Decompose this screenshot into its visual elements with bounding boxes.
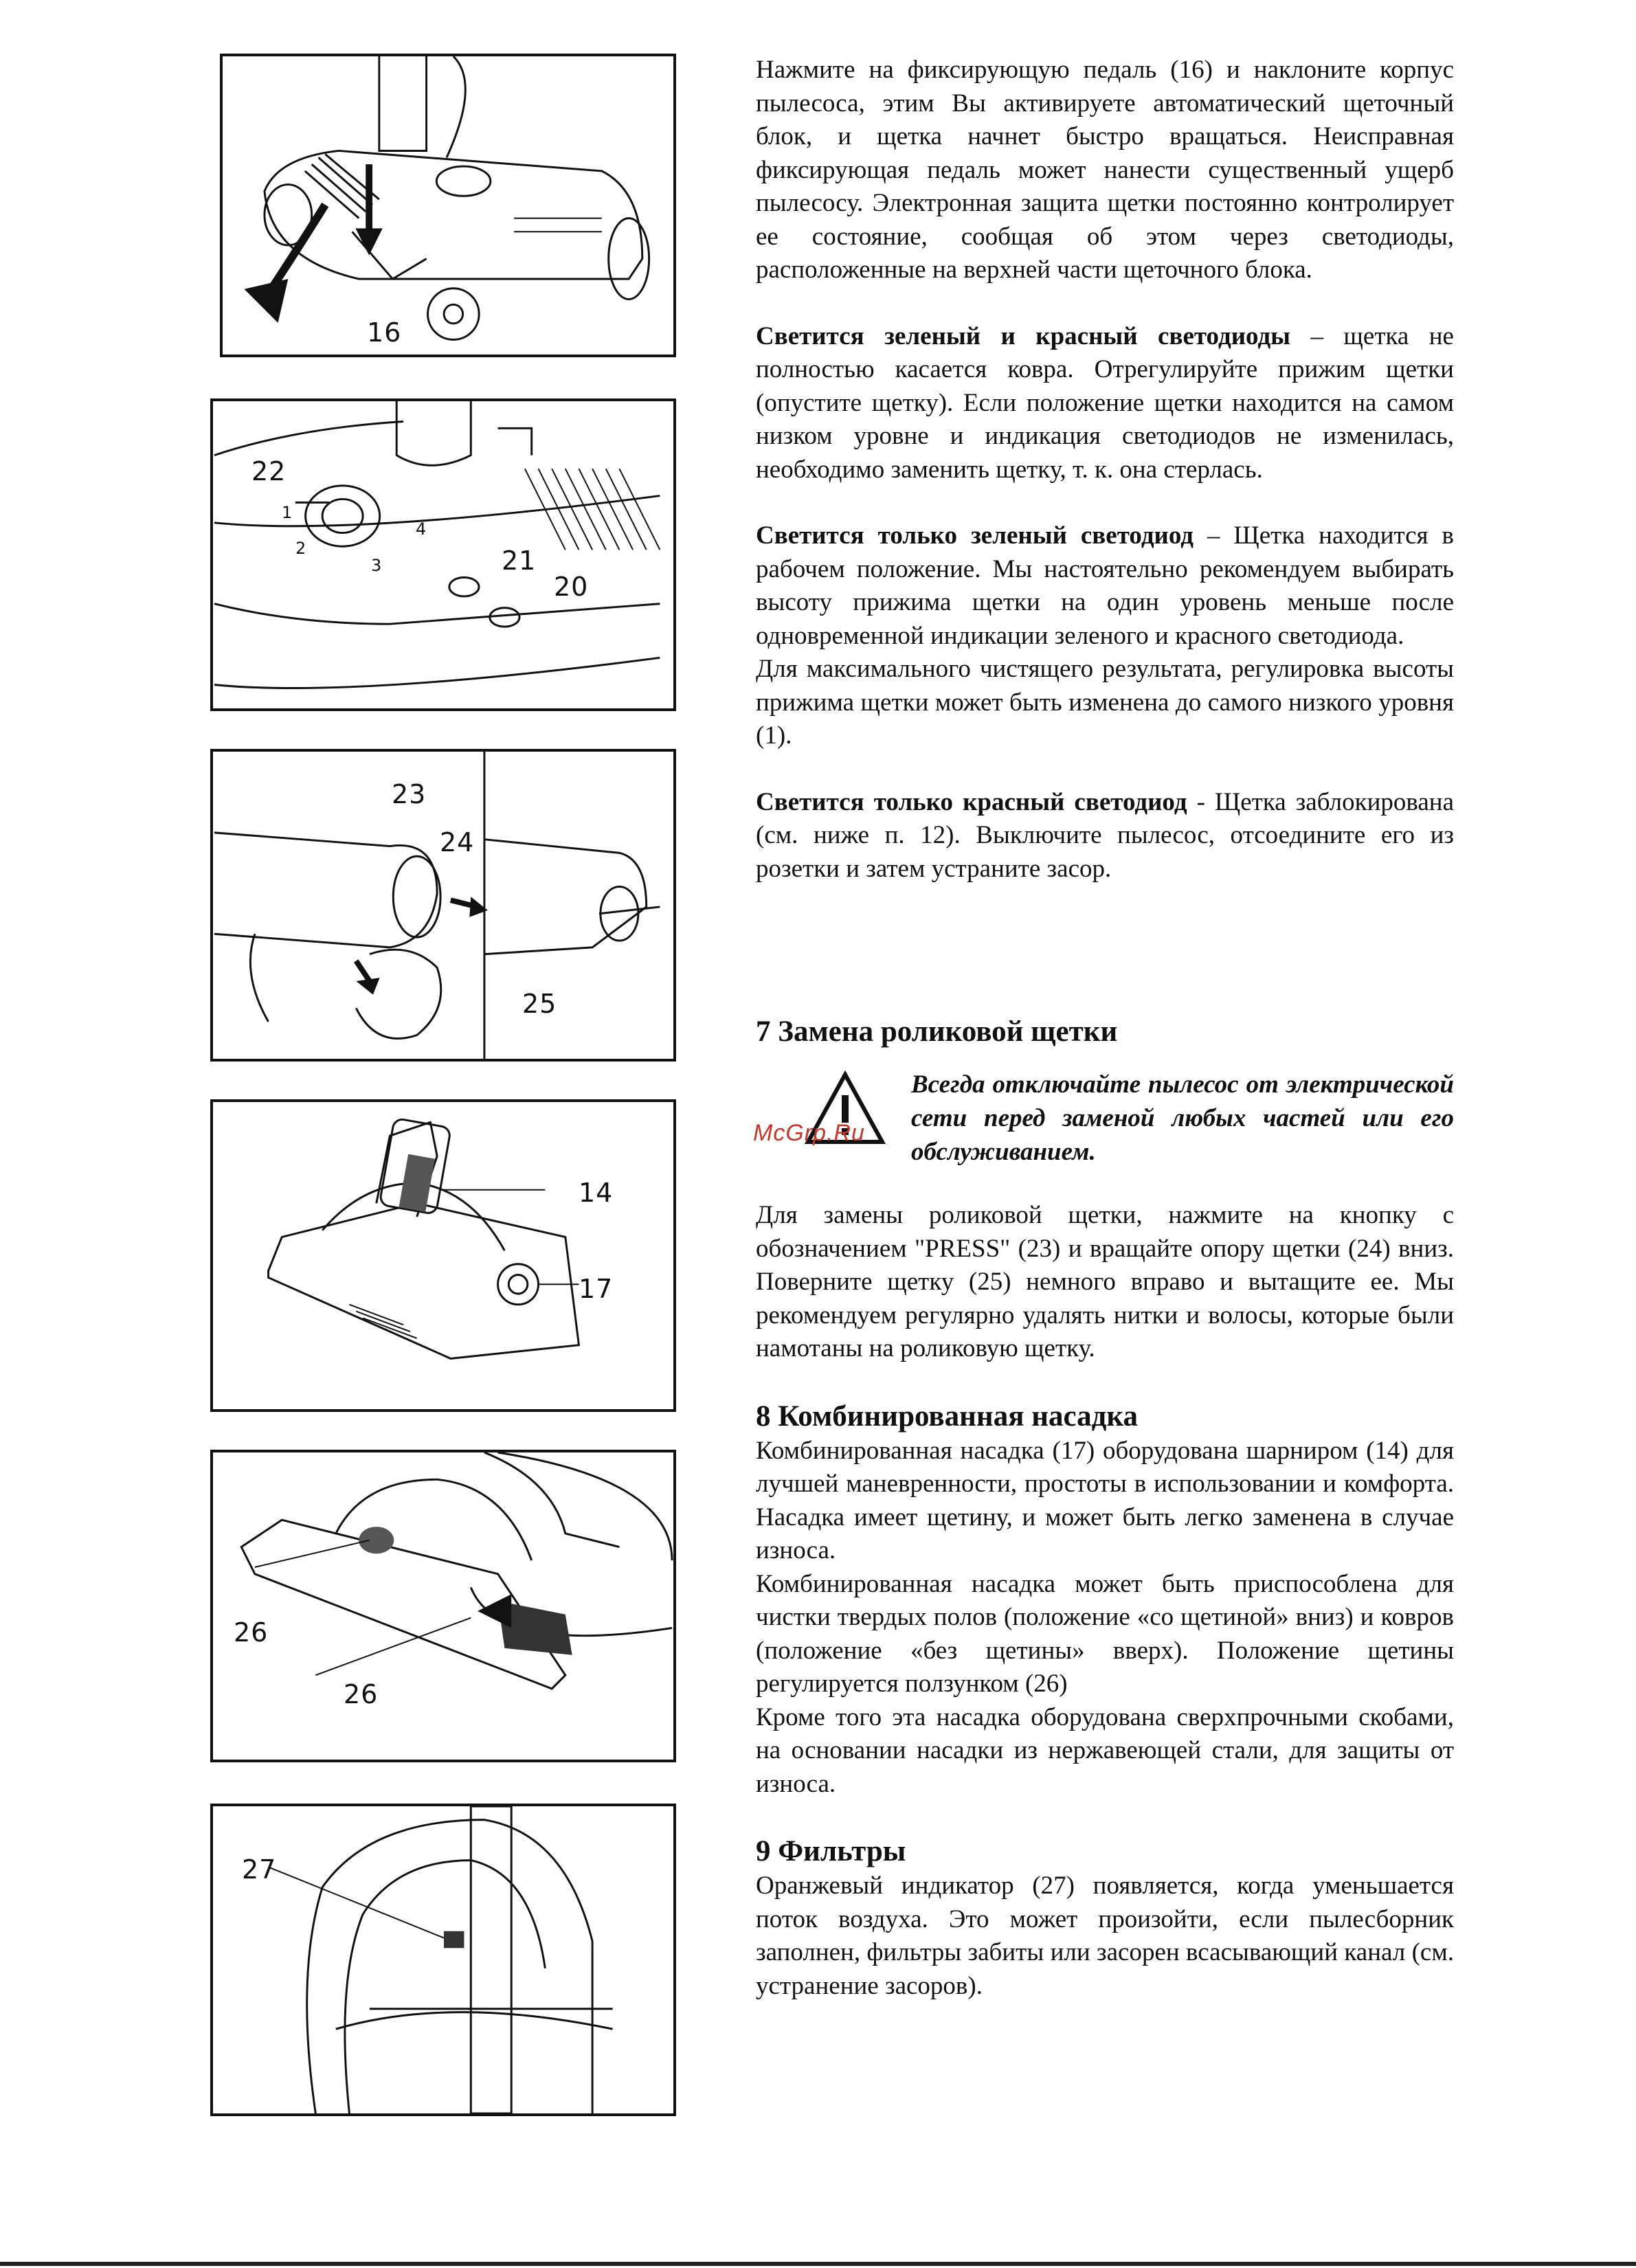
filter-indicator-illustration <box>213 1806 673 2113</box>
dial-mark-1: 1 <box>282 503 293 522</box>
section-9-heading: 9 Фильтры <box>756 1835 906 1867</box>
callout-26-upper: 26 <box>234 1617 269 1648</box>
dial-mark-4: 4 <box>416 519 427 539</box>
callout-26-lower: 26 <box>344 1679 379 1709</box>
paragraph-green-red-led <box>756 320 1454 487</box>
brush-removal-illustration <box>213 752 673 1059</box>
paragraph-nozzle-2: Комбинированная насадка может быть приспособлена для чистки твердых полов (положение «со щетиной» вниз) и ковров (положение «без щетины» вверх). Положение щетины регулируется ползунком (26) <box>756 1569 1454 1698</box>
figure-foot-pedal <box>220 54 676 357</box>
vacuum-pedal-illustration <box>223 56 673 355</box>
paragraph-pedal: Нажмите на фиксирующую педаль (16) и наклоните корпус пылесоса, этим Вы активируете автоматический щеточный блок, и щетка начнет быстро вращаться. Неисправная фиксирующая педаль может нанести существенный ущерб пылесосу. Электронная защита щетки постоянно контролирует ее состояние, сообщая об этом через светодиоды, расположенные на верхней части щеточного блока. <box>756 56 1454 284</box>
callout-23: 23 <box>392 779 427 809</box>
callout-14: 14 <box>579 1178 614 1208</box>
brush-head-top-illustration <box>213 401 673 708</box>
section-8-heading: 8 Комбинированная насадка <box>756 1400 1138 1433</box>
combination-nozzle-illustration <box>213 1102 673 1409</box>
figure-brush-removal <box>210 749 676 1062</box>
warning-text: Всегда отключайте пылесос от электрической сети перед заменой любых частей или его обслуживанием. <box>911 1070 1454 1166</box>
green-led-heading: Светится только зеленый светодиод <box>756 521 1194 550</box>
warning-block <box>756 1068 1454 1171</box>
callout-16: 16 <box>367 317 402 348</box>
section-7-heading-block <box>756 1014 1454 1050</box>
callout-24: 24 <box>440 827 475 857</box>
section-7-heading: 7 Замена роликовой щетки <box>756 1015 1118 1048</box>
paragraph-filters: Оранжевый индикатор (27) появляется, когда уменьшается поток воздуха. Это может произойти, если пылесборник заполнен, фильтры забиты или засорен всасывающий канал (см. устранение засоров). <box>756 1872 1454 2000</box>
callout-17: 17 <box>579 1274 614 1304</box>
text-column-upper <box>756 54 1454 886</box>
text-column-lower <box>756 1199 1454 2003</box>
callout-25: 25 <box>522 989 557 1019</box>
callout-27: 27 <box>242 1854 277 1885</box>
paragraph-red-led <box>756 786 1454 886</box>
paragraph-max-result: Для максимального чистящего результата, регулировка высоты прижима щетки может быть изменена до самого низкого уровня (1). <box>756 655 1454 750</box>
green-red-led-text: – щетка не полностью касается ковра. Отрегулируйте прижим щетки (опустите щетку). Если положение щетки находится на самом низком уровне и индикация светодиодов не изменилась, необходимо заменить щетку, т. к. она стерлась. <box>756 322 1454 484</box>
paragraph-nozzle-1: Комбинированная насадка (17) оборудована шарниром (14) для лучшей маневренности, простоты в использовании и комфорта. Насадка имеет щетину, и может быть легко заменена в случае износа. <box>756 1436 1454 1564</box>
red-led-text: - Щетка заблокирована (см. ниже п. 12). Выключите пылесос, отсоедините его из розетки и затем устраните засор. <box>756 787 1454 883</box>
paragraph-green-led <box>756 519 1454 653</box>
paragraph-brush-replace: Для замены роликовой щетки, нажмите на кнопку с обозначением "PRESS" (23) и вращайте опору щетки (24) вниз. Поверните щетку (25) немного вправо и вытащите ее. Мы рекомендуем регулярно удалять нитки и волосы, которые были намотаны на роликовую щетку. <box>756 1201 1454 1362</box>
paragraph-nozzle-3: Кроме того эта насадка оборудована сверхпрочными скобами, на основании насадки из нержавеющей стали, для защиты от износа. <box>756 1703 1454 1798</box>
figure-filter-indicator <box>210 1804 676 2116</box>
watermark: McGrp.Ru <box>753 1120 865 1146</box>
figure-combination-nozzle <box>210 1099 676 1412</box>
red-led-heading: Светится только красный светодиод <box>756 787 1187 816</box>
scan-bottom-edge <box>0 2262 1636 2266</box>
green-led-text: – Щетка находится в рабочем положение. Мы настоятельно рекомендуем выбирать высоту прижима щетки на один уровень меньше после одновременной индикации зеленого и красного светодиода. <box>756 521 1454 650</box>
dial-mark-2: 2 <box>295 539 307 558</box>
dial-mark-3: 3 <box>371 556 383 575</box>
callout-22: 22 <box>251 456 287 486</box>
green-red-led-heading: Светится зеленый и красный светодиоды <box>756 322 1291 350</box>
nozzle-slider-illustration <box>213 1452 673 1760</box>
callout-21: 21 <box>502 546 537 576</box>
figure-height-dial <box>210 398 676 711</box>
figure-nozzle-slider <box>210 1450 676 1762</box>
callout-20: 20 <box>554 572 589 602</box>
